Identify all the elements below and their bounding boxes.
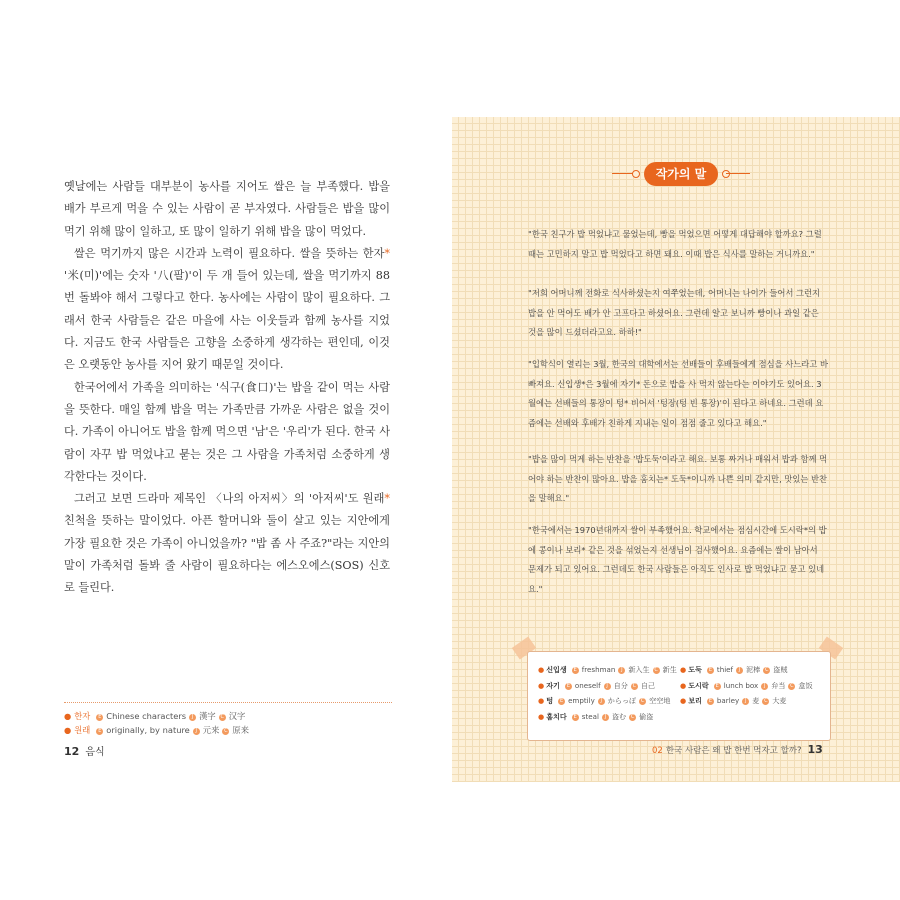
quote-5: "한국에서는 1970년대까지 쌀이 부족했어요. 학교에서는 점심시간에 도시락*의 밥에 콩이나 보리* 같은 것을 섞었는지 선생님이 검사했어요. 요즘에는 쌀이 남아서 문제가 되고 있어요. 그런데도 한국 사람들은 아직도 인사로 밥 먹었냐고 묻고 있네요." bbox=[528, 525, 827, 594]
bullet-icon: ● bbox=[64, 725, 72, 735]
language-badge: E bbox=[708, 667, 712, 673]
paragraph-text: 옛날에는 사람들 대부분이 농사를 지어도 쌀은 늘 부족했다. 밥을 배가 부르게 먹을 수 있는 사람이 곧 부자였다. 사람들은 밥을 많이 먹기 위해 많이 일하고, 또 많이 일하기 위해 밥을 많이 먹었다. bbox=[64, 180, 390, 238]
gloss-translation: barley bbox=[716, 696, 740, 705]
language-badge: C bbox=[790, 682, 794, 689]
gloss-translation: Chinese characters bbox=[106, 711, 187, 721]
gloss-row bbox=[538, 693, 677, 709]
gloss-translation: 偷盗 bbox=[639, 711, 654, 721]
language-badge: J bbox=[604, 683, 611, 690]
gloss-translation: 盗贼 bbox=[773, 665, 788, 674]
body-paragraph bbox=[64, 377, 390, 488]
language-badge: J bbox=[193, 728, 200, 735]
gloss-row bbox=[538, 709, 677, 725]
body-paragraph bbox=[64, 243, 390, 377]
chapter-title: 한국 사람은 왜 밥 한번 먹자고 할까? bbox=[665, 746, 802, 756]
gloss-translation: からっぽ bbox=[607, 696, 637, 705]
body-paragraph bbox=[64, 488, 390, 599]
bullet-icon: ● bbox=[680, 665, 687, 674]
language-badge: E bbox=[559, 698, 564, 704]
language-badge: E bbox=[715, 682, 719, 689]
language-badge: J bbox=[618, 667, 625, 674]
gloss-row bbox=[680, 693, 813, 709]
quote-1: "한국 친구가 밥 먹었냐고 물었는데, 빵을 먹었으면 어떻게 대답해야 할까요? 그럴 때는 고민하지 말고 밥 먹었다고 하면 돼요. 이때 밥은 식사를 말하는 거니까요." bbox=[528, 229, 822, 259]
gloss-translation: originally, by nature bbox=[106, 725, 190, 735]
bullet-icon: ● bbox=[680, 696, 687, 705]
gloss-translation: 盗む bbox=[611, 711, 627, 721]
gloss-translation: 泥棒 bbox=[746, 665, 761, 674]
gloss-word: 텅 bbox=[546, 696, 554, 705]
gloss-word: 자기 bbox=[546, 680, 560, 690]
gloss-translation: 弁当 bbox=[771, 680, 786, 690]
gloss-translation: 汉字 bbox=[228, 711, 246, 721]
gloss-translation: oneself bbox=[574, 680, 601, 690]
gloss-row bbox=[538, 662, 677, 678]
chapter-number: 02 bbox=[652, 746, 663, 756]
gloss-translation: steal bbox=[581, 711, 599, 721]
gloss-translation: 盒饭 bbox=[798, 680, 813, 690]
language-badge: E bbox=[573, 667, 577, 673]
language-badge: J bbox=[736, 667, 743, 674]
language-badge: C bbox=[764, 698, 768, 704]
bullet-icon: ● bbox=[538, 696, 545, 705]
gloss-translation: 自己 bbox=[640, 680, 656, 690]
gloss-translation: 麦 bbox=[752, 696, 760, 705]
language-badge: C bbox=[220, 714, 224, 720]
language-badge: C bbox=[654, 667, 658, 673]
bullet-icon: ● bbox=[538, 665, 545, 674]
vocabulary-column-right bbox=[680, 662, 813, 709]
title-dot-right bbox=[722, 170, 730, 178]
language-badge: J bbox=[598, 698, 605, 705]
paragraph-text: 친척을 뜻하는 말이었다. 아픈 할머니와 둘이 살고 있는 지안에게 가장 필요한 것은 가족이 아니었을까? "밥 좀 사 주죠?"라는 지안의 말이 가족처럼 돌봐 줄 사람이 필요하다는 에스오에스(SOS) 신호로 들린다. bbox=[64, 514, 390, 595]
gloss-translation: 元来 bbox=[202, 725, 220, 735]
gloss-row bbox=[64, 709, 392, 723]
gloss-translation: freshman bbox=[581, 665, 616, 674]
left-page-folio bbox=[64, 743, 105, 758]
gloss-word: 도둑 bbox=[688, 665, 702, 674]
gloss-translation: 大麦 bbox=[772, 696, 787, 705]
language-badge: C bbox=[764, 667, 769, 673]
left-page-body bbox=[64, 176, 390, 600]
title-pill: 작가의 말 bbox=[644, 162, 718, 186]
bullet-icon: ● bbox=[680, 680, 687, 690]
gloss-word: 원래 bbox=[74, 725, 91, 735]
right-page-number: 13 bbox=[807, 743, 823, 756]
paragraph-text: 한국어에서 가족을 의미하는 '식구(食口)'는 밥을 같이 먹는 사람을 뜻한다. 매일 함께 밥을 먹는 가족만큼 가까운 사람은 없을 것이다. 가족이 아니어도 밥을 함께 먹으면 '남'은 '우리'가 된다. 한국 사람이 자꾸 밥 먹었냐고 묻는 것은 그 사람을 가족처럼 소중하게 생각한다는 것이다. bbox=[64, 380, 390, 483]
language-badge: C bbox=[224, 728, 228, 734]
gloss-translation: emptily bbox=[568, 696, 595, 705]
left-section-name: 음식 bbox=[85, 747, 105, 758]
language-badge: J bbox=[602, 714, 609, 721]
footnote-marker: * bbox=[384, 246, 390, 260]
language-badge: E bbox=[98, 714, 102, 720]
quote-3: "입학식이 열리는 3월, 한국의 대학에서는 선배들이 후배들에게 점심을 사느라고 바빠져요. 신입생*은 3월에 자기* 돈으로 밥을 사 먹지 않는다는 이야기도 있어요. 3월에는 선배들의 통장이 텅* 비어서 '텅장(텅 빈 통장)'이 된다고 하네요. 그런데 요즘에는 선배와 후배가 친하게 지내는 일이 점점 줄고 있다고 해요." bbox=[528, 359, 828, 428]
language-badge: E bbox=[573, 713, 577, 720]
title-line-right bbox=[726, 173, 750, 174]
gloss-translation: 自分 bbox=[613, 680, 628, 690]
gloss-translation: lunch box bbox=[723, 680, 759, 690]
gloss-translation: 原来 bbox=[232, 725, 250, 735]
vocabulary-box bbox=[527, 651, 831, 741]
language-badge: J bbox=[189, 714, 196, 721]
language-badge: J bbox=[742, 698, 749, 705]
bullet-icon: ● bbox=[538, 711, 545, 721]
language-badge: E bbox=[566, 682, 570, 689]
body-paragraph bbox=[64, 176, 390, 243]
gloss-translation: 新生 bbox=[662, 665, 677, 674]
right-page-folio bbox=[652, 743, 823, 756]
paragraph-text: 쌀은 먹기까지 많은 시간과 노력이 필요하다. 쌀을 뜻하는 한자 bbox=[74, 246, 385, 260]
language-badge: C bbox=[632, 682, 637, 689]
gloss-row bbox=[538, 678, 677, 694]
left-page-number: 12 bbox=[64, 745, 80, 758]
footnote-marker: * bbox=[384, 492, 390, 506]
gloss-translation: 新入生 bbox=[628, 665, 650, 674]
quote-2: "저희 어머니께 전화로 식사하셨는지 여쭈었는데, 어머니는 나이가 들어서 그런지 밥을 안 먹어도 배가 안 고프다고 하셨어요. 그런데 알고 보니까 빵이나 과일 같은 것을 많이 드셨더라고요. 하하!" bbox=[528, 288, 821, 337]
bullet-icon: ● bbox=[64, 711, 72, 721]
gloss-translation: 漢字 bbox=[199, 711, 216, 721]
footnotes bbox=[64, 709, 392, 737]
gloss-row bbox=[680, 678, 813, 694]
gloss-row bbox=[64, 723, 392, 737]
gloss-word: 도시락 bbox=[688, 680, 709, 690]
paragraph-text: 그러고 보면 드라마 제목인 〈나의 아저씨〉의 '아저씨'도 원래 bbox=[74, 492, 385, 506]
paragraph-text: '米(미)'에는 숫자 '八(팔)'이 두 개 들어 있는데, 쌀을 먹기까지 88번 돌봐야 해서 그렇다고 한다. 농사에는 사람이 많이 필요하다. 그래서 한국 사람들은 같은 마을에 사는 이웃들과 함께 농사를 지었다. 지금도 한국 사람들은 고향을 소중하게 생각하는 편인데, 이것은 오랫동안 농사를 지어 왔기 때문일 것이다. bbox=[64, 269, 390, 372]
vocabulary-column-left bbox=[538, 662, 677, 724]
authors-note-title bbox=[612, 162, 750, 186]
quote-4: "밥을 많이 먹게 하는 반찬을 '밥도둑'이라고 해요. 보통 짜거나 매워서 밥과 함께 먹어야 하는 반찬이 많아요. 밥을 훔치는* 도둑*이니까 나쁜 의미 같지만, 맛있는 반찬을 말해요." bbox=[528, 454, 828, 503]
gloss-word: 신입생 bbox=[546, 665, 567, 674]
gloss-row bbox=[680, 662, 813, 678]
gloss-word: 보리 bbox=[688, 696, 702, 705]
language-badge: J bbox=[761, 683, 768, 690]
language-badge: C bbox=[640, 698, 645, 704]
footnote-divider bbox=[64, 702, 392, 703]
gloss-word: 훔치다 bbox=[546, 711, 567, 721]
language-badge: C bbox=[630, 713, 635, 720]
bullet-icon: ● bbox=[538, 680, 545, 690]
language-badge: E bbox=[708, 698, 712, 704]
gloss-translation: 空空地 bbox=[649, 696, 671, 705]
title-dot-left bbox=[632, 170, 640, 178]
language-badge: E bbox=[98, 728, 102, 734]
gloss-translation: thief bbox=[716, 665, 734, 674]
gloss-word: 한자 bbox=[74, 711, 91, 721]
